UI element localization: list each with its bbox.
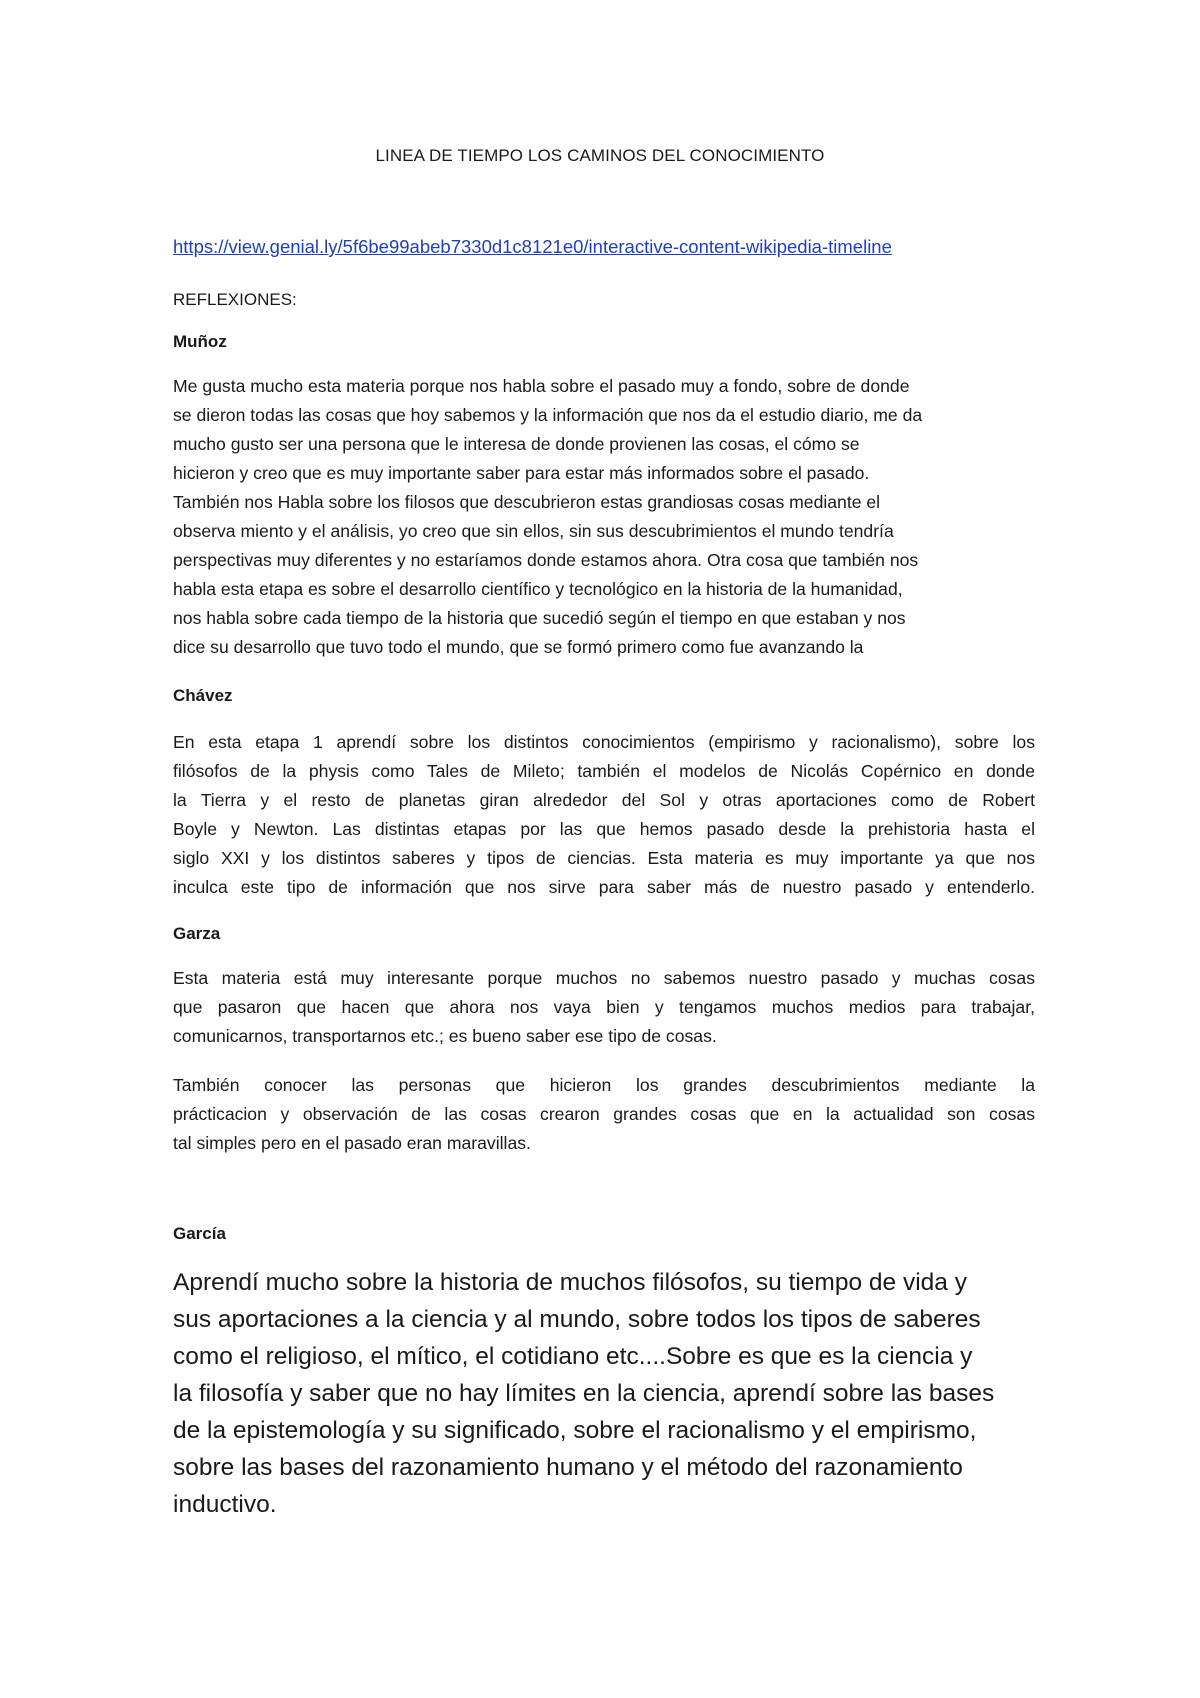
text-line: se dieron todas las cosas que hoy sabemos y la información que nos da el estudio diario, me da <box>173 405 923 425</box>
text-line: En esta etapa 1 aprendí sobre los distintos conocimientos (empirismo y racionalismo), sobre los <box>173 732 1035 752</box>
text-line: mucho gusto ser una persona que le interesa de donde provienen las cosas, el cómo se <box>173 434 860 454</box>
text-line: Boyle y Newton. Las distintas etapas por las que hemos pasado desde la prehistoria hasta el <box>173 819 1035 839</box>
text-line: observa miento y el análisis, yo creo que sin ellos, sin sus descubrimientos el mundo tendría <box>173 521 894 541</box>
reflection-chavez <box>173 728 1035 902</box>
text-line: Me gusta mucho esta materia porque nos habla sobre el pasado muy a fondo, sobre de donde <box>173 376 910 396</box>
text-line: Aprendí mucho sobre la historia de muchos filósofos, su tiempo de vida y <box>173 1269 967 1296</box>
text-line: sobre las bases del razonamiento humano y el método del razonamiento <box>173 1454 963 1481</box>
text-line: de la epistemología y su significado, sobre el racionalismo y el empirismo, <box>173 1417 977 1444</box>
text-line: hicieron y creo que es muy importante saber para estar más informados sobre el pasado. <box>173 463 870 483</box>
reflection-garcia <box>173 1264 1053 1523</box>
text-line: habla esta etapa es sobre el desarrollo científico y tecnológico en la historia de la humanidad, <box>173 579 903 599</box>
text-line: inductivo. <box>173 1491 277 1518</box>
text-line: tal simples pero en el pasado eran maravillas. <box>173 1133 531 1153</box>
text-line: nos habla sobre cada tiempo de la historia que sucedió según el tiempo en que estaban y nos <box>173 608 906 628</box>
author-heading-munoz: Muñoz <box>173 332 227 351</box>
text-line: que pasaron que hacen que ahora nos vaya bien y tengamos muchos medios para trabajar, <box>173 997 1035 1017</box>
text-line: la filosofía y saber que no hay límites en la ciencia, aprendí sobre las bases <box>173 1380 995 1407</box>
author-heading-garza: Garza <box>173 924 221 943</box>
text-line: dice su desarrollo que tuvo todo el mundo, que se formó primero como fue avanzando la <box>173 637 864 657</box>
text-line: como el religioso, el mítico, el cotidiano etc....Sobre es que es la ciencia y <box>173 1343 973 1370</box>
text-line: perspectivas muy diferentes y no estaríamos donde estamos ahora. Otra cosa que también nos <box>173 550 919 570</box>
timeline-link[interactable]: https://view.genial.ly/5f6be99abeb7330d1c8121e0/interactive-content-wikipedia-timeline <box>173 236 892 257</box>
text-line: También nos Habla sobre los filosos que descubrieron estas grandiosas cosas mediante el <box>173 492 881 512</box>
reflection-garza-paragraph-2 <box>173 1071 1035 1158</box>
author-heading-garcia: García <box>173 1224 226 1243</box>
text-line: prácticacion y observación de las cosas crearon grandes cosas que en la actualidad son cosas <box>173 1104 1035 1124</box>
text-line: filósofos de la physis como Tales de Mileto; también el modelos de Nicolás Copérnico en donde <box>173 761 1035 781</box>
text-line: inculca este tipo de información que nos sirve para saber más de nuestro pasado y entenderlo. <box>173 877 1035 897</box>
text-line: comunicarnos, transportarnos etc.; es bueno saber ese tipo de cosas. <box>173 1026 717 1046</box>
text-line: siglo XXI y los distintos saberes y tipos de ciencias. Esta materia es muy importante ya que nos <box>173 848 1035 868</box>
author-heading-chavez: Chávez <box>173 686 233 705</box>
text-line: sus aportaciones a la ciencia y al mundo, sobre todos los tipos de saberes <box>173 1306 981 1333</box>
document-title: LINEA DE TIEMPO LOS CAMINOS DEL CONOCIMIENTO <box>375 146 825 165</box>
text-line: la Tierra y el resto de planetas giran alrededor del Sol y otras aportaciones como de Robert <box>173 790 1035 810</box>
reflexiones-label: REFLEXIONES: <box>173 290 297 309</box>
text-line: También conocer las personas que hicieron los grandes descubrimientos mediante la <box>173 1075 1035 1095</box>
text-line: Esta materia está muy interesante porque muchos no sabemos nuestro pasado y muchas cosas <box>173 968 1035 988</box>
reflection-garza-paragraph-1 <box>173 964 1035 1051</box>
reflection-munoz <box>173 372 1035 662</box>
